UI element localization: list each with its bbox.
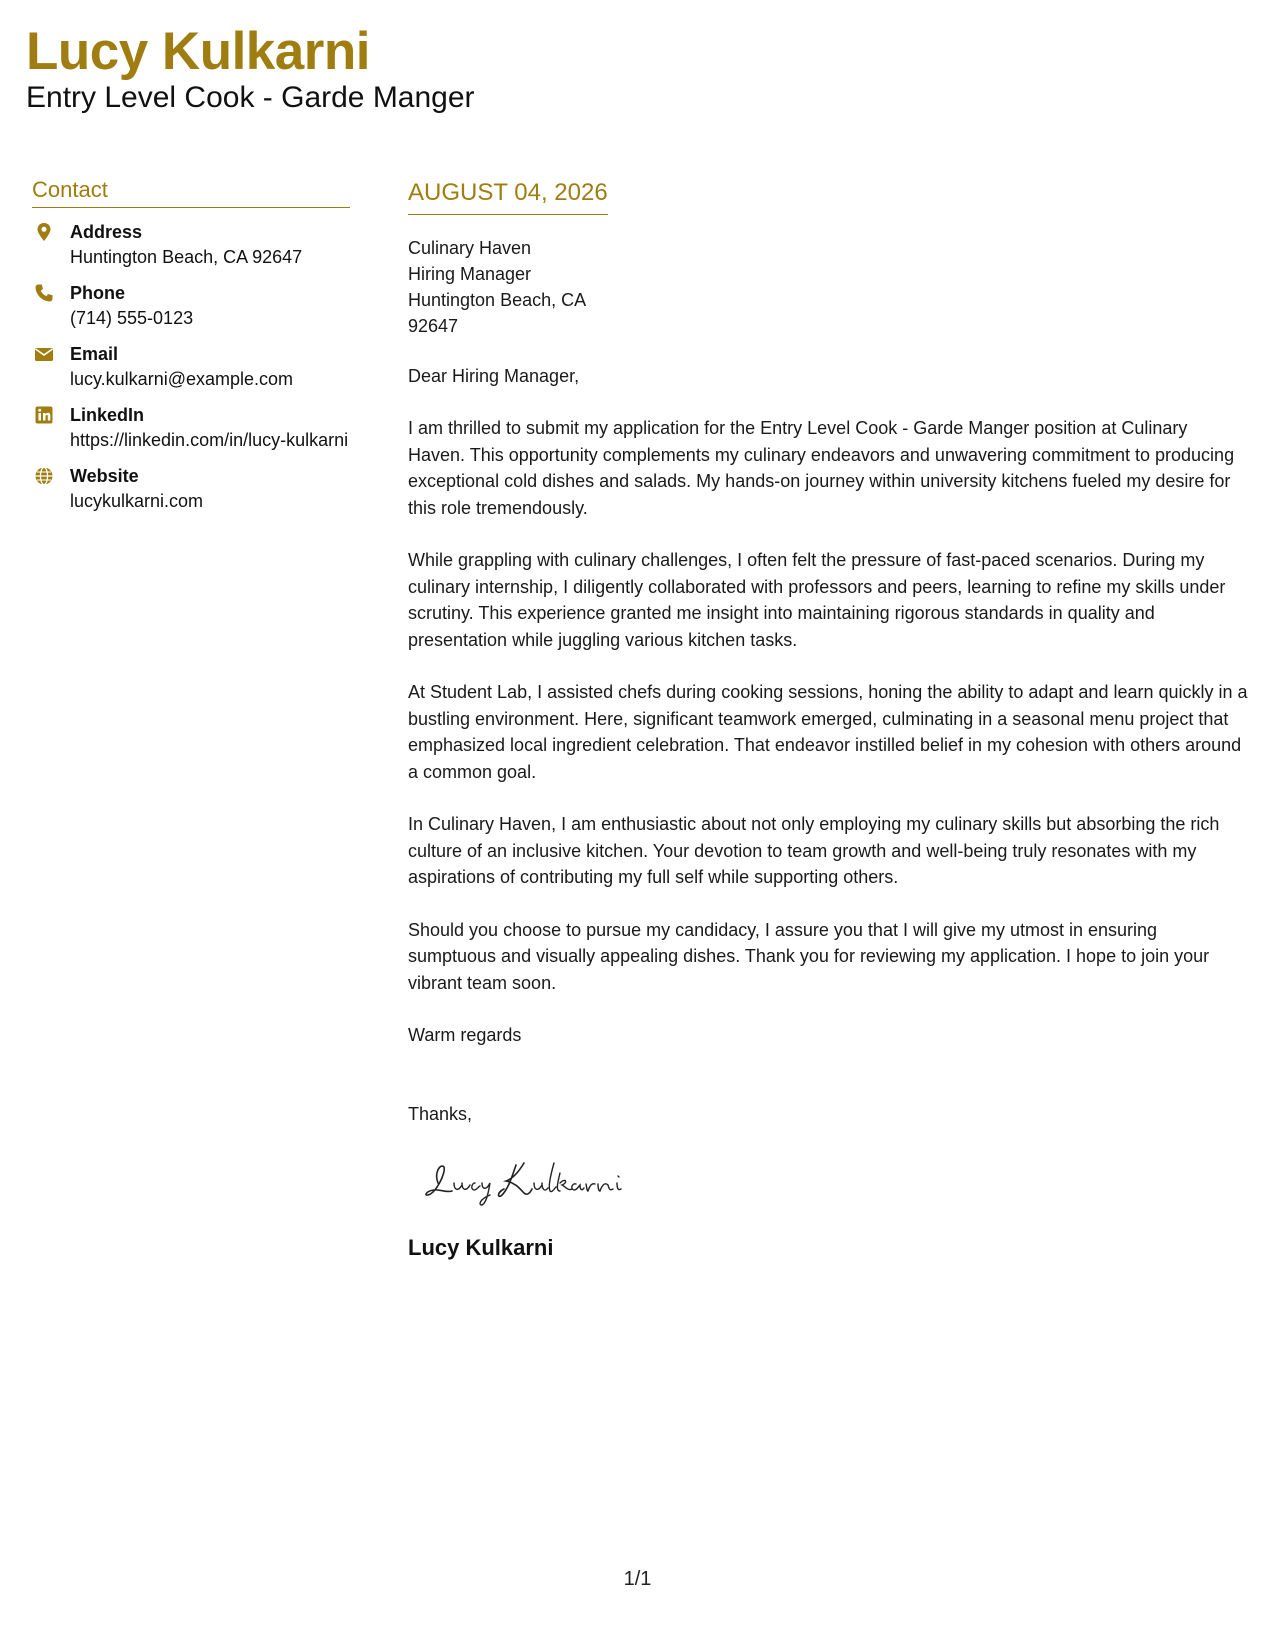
- contact-address: [32, 220, 350, 269]
- linkedin-label: LinkedIn: [70, 405, 145, 425]
- contact-heading: Contact: [32, 176, 350, 208]
- website-label: Website: [70, 466, 139, 486]
- recipient-zip: 92647: [408, 316, 459, 336]
- letter-body: [408, 178, 1248, 1262]
- map-pin-icon: [34, 222, 54, 242]
- address-value: Huntington Beach, CA 92647: [70, 247, 303, 267]
- paragraph: Should you choose to pursue my candidacy, I assure you that I will give my utmost in ensuring sumptuous and visually appealing dishes. Thank you for reviewing my application. I hope to join your vibrant team soon.: [408, 919, 1210, 993]
- contact-website: [32, 464, 350, 513]
- handwritten-signature: [420, 1143, 660, 1213]
- recipient-title: Hiring Manager: [408, 264, 532, 284]
- page-number: 1/1: [623, 1568, 652, 1590]
- phone-label: Phone: [70, 283, 126, 303]
- thanks: Thanks,: [408, 1104, 473, 1124]
- signer-name: Lucy Kulkarni: [408, 1235, 554, 1260]
- closing: Warm regards: [408, 1025, 522, 1045]
- linkedin-value: https://linkedin.com/in/lucy-kulkarni: [70, 430, 349, 450]
- paragraph: While grappling with culinary challenges, I often felt the pressure of fast-paced scenarios. During my culinary internship, I diligently collaborated with professors and peers, learning to refine my skills under scrutiny. This experience granted me insight into maintaining rigorous standards in quality and presentation while juggling various kitchen tasks.: [408, 550, 1226, 650]
- contact-linkedin: [32, 403, 350, 452]
- email-value: lucy.kulkarni@example.com: [70, 369, 294, 389]
- contact-phone: [32, 281, 350, 330]
- envelope-icon: [34, 344, 54, 364]
- letter-date: AUGUST 04, 2026: [408, 179, 608, 206]
- recipient-block: [408, 235, 1248, 339]
- phone-icon: [34, 283, 54, 303]
- job-title: Entry Level Cook - Garde Manger: [26, 81, 475, 114]
- globe-icon: [34, 466, 54, 486]
- contact-email: [32, 342, 350, 391]
- linkedin-icon: [34, 405, 54, 425]
- recipient-city: Huntington Beach, CA: [408, 290, 587, 310]
- website-value: lucykulkarni.com: [70, 491, 204, 511]
- paragraph: I am thrilled to submit my application for the Entry Level Cook - Garde Manger position at Culinary Haven. This opportunity complements my culinary endeavors and unwavering commitment to producing exceptional cold dishes and salads. My hands-on journey within university kitchens fueled my desire for this role tremendously.: [408, 418, 1235, 518]
- header: [26, 22, 475, 116]
- greeting: Dear Hiring Manager,: [408, 366, 580, 386]
- applicant-name: Lucy Kulkarni: [26, 22, 370, 81]
- email-label: Email: [70, 344, 119, 364]
- contact-sidebar: [32, 176, 350, 513]
- date-block: [408, 178, 608, 215]
- paragraph: At Student Lab, I assisted chefs during cooking sessions, honing the ability to adapt and learn quickly in a bustling environment. Here, significant teamwork emerged, culminating in a seasonal menu project that emphasized local ingredient celebration. That endeavor instilled belief in my cohesion with others around a common goal.: [408, 682, 1248, 782]
- address-label: Address: [70, 222, 143, 242]
- phone-value: (714) 555-0123: [70, 308, 194, 328]
- recipient-company: Culinary Haven: [408, 238, 532, 258]
- paragraph: In Culinary Haven, I am enthusiastic about not only employing my culinary skills but absorbing the rich culture of an inclusive kitchen. Your devotion to team growth and well-being truly resonates with my aspirations of contributing my full self while supporting others.: [408, 814, 1220, 887]
